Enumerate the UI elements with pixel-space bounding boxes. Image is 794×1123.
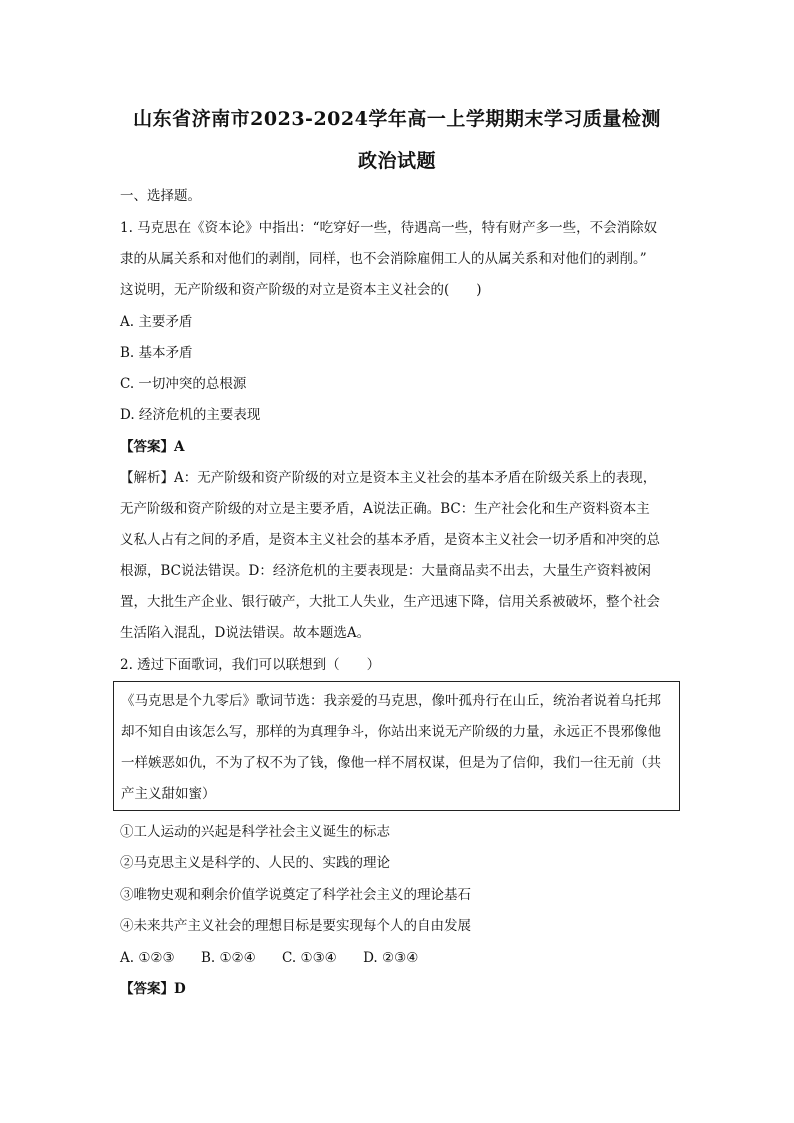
q1-option-d: D. 经济危机的主要表现 <box>120 407 261 423</box>
q1-option-c: C. 一切冲突的总根源 <box>120 376 247 392</box>
q2-item-4: ④未来共产主义社会的理想目标是要实现每个人的自由发展 <box>120 918 471 934</box>
q1-analysis-line: 置，大批生产企业、银行破产，大批工人失业，生产迅速下降，信用关系被破坏，整个社会 <box>120 594 660 610</box>
q2-options <box>120 948 418 968</box>
q1-stem-line: 隶的从属关系和对他们的剥削，同样，也不会消除雇佣工人的从属关系和对他们的剥削。” <box>120 251 647 267</box>
q2-item-1: ①工人运动的兴起是科学社会主义诞生的标志 <box>120 824 390 840</box>
q2-option-d: D. ②③④ <box>363 950 419 966</box>
q1-stem-line: 1. 马克思在《资本论》中指出：“吃穿好一些，待遇高一些，特有财产多一些，不会消除奴 <box>120 220 658 236</box>
section-heading: 一、选择题。 <box>120 188 201 204</box>
q1-analysis-line: 【解析】A：无产阶级和资产阶级的对立是资本主义社会的基本矛盾在阶级关系上的表现， <box>120 470 657 486</box>
q2-stem: 2. 透过下面歌词，我们可以联想到（ ） <box>120 657 381 673</box>
lyrics-line: 却不知自由该怎么写，那样的为真理争斗，你站出来说无产阶级的力量，永远正不畏邪像他 <box>121 724 661 740</box>
q2-answer: 【答案】D <box>120 981 186 997</box>
q1-option-b: B. 基本矛盾 <box>120 345 193 361</box>
q2-option-c: C. ①③④ <box>282 950 337 966</box>
document-title: 山东省济南市2023-2024学年高一上学期期末学习质量检测 <box>133 108 661 130</box>
document-subtitle: 政治试题 <box>357 150 436 172</box>
lyrics-box <box>113 681 680 811</box>
q1-option-a: A. 主要矛盾 <box>120 314 193 330</box>
lyrics-line: 《马克思是个九零后》歌词节选：我亲爱的马克思，像叶孤舟行在山丘，统治者说着乌托邦 <box>121 693 661 709</box>
q2-item-3: ③唯物史观和剩余价值学说奠定了科学社会主义的理论基石 <box>120 887 471 903</box>
q1-answer: 【答案】A <box>120 439 185 455</box>
lyrics-line: 产主义甜如蜜） <box>121 786 216 802</box>
lyrics-line: 一样嫉恶如仇，不为了权不为了钱，像他一样不屑权谋，但是为了信仰，我们一往无前（共 <box>121 755 661 771</box>
q1-analysis-line: 义私人占有之间的矛盾，是资本主义社会的基本矛盾，是资本主义社会一切矛盾和冲突的总 <box>120 532 660 548</box>
q1-analysis-line: 无产阶级和资产阶级的对立是主要矛盾，A说法正确。BC：生产社会化和生产资料资本主 <box>120 501 650 517</box>
q1-analysis-line: 根源，BC说法错误。D：经济危机的主要表现是：大量商品卖不出去，大量生产资料被闲 <box>120 563 651 579</box>
q1-analysis-line: 生活陷入混乱，D说法错误。故本题选A。 <box>120 625 371 641</box>
q2-option-a: A. ①②③ <box>120 950 175 966</box>
q1-stem-line: 这说明，无产阶级和资产阶级的对立是资本主义社会的( ) <box>120 282 482 298</box>
q2-item-2: ②马克思主义是科学的、人民的、实践的理论 <box>120 855 390 871</box>
q2-option-b: B. ①②④ <box>200 950 256 966</box>
